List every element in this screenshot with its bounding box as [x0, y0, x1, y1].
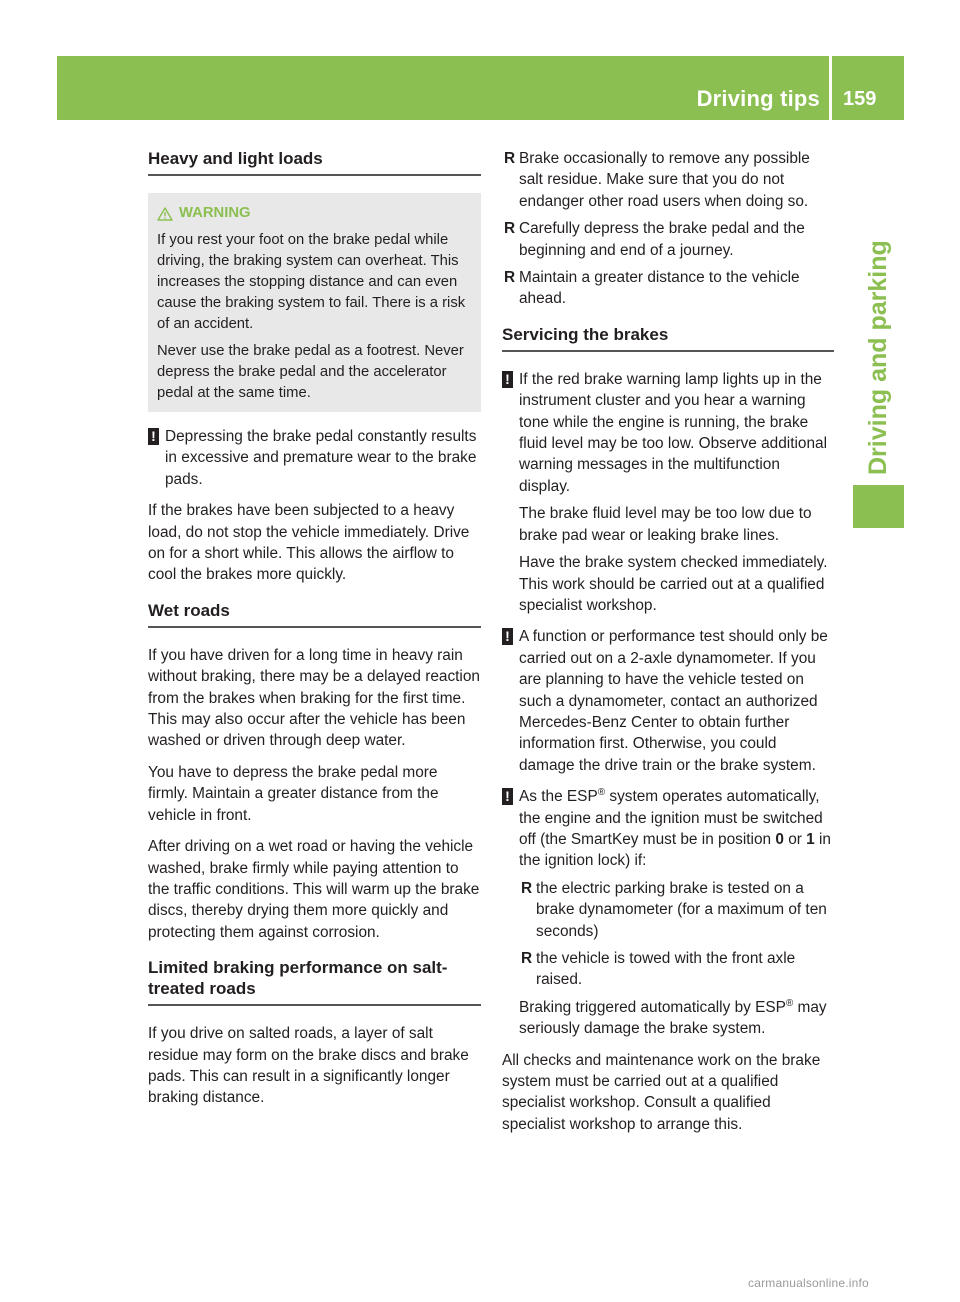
note-brake-fluid: ! If the red brake warning lamp lights up in the instrument cluster and you hear a warning tone while the engine is running, the brake fluid level may be too low. Observe additional warning messages in the multifunction display. The brake fluid level may be too low due to brake pad wear or leaking brake lines. Have the brake system checked immediately. This work should be carried out at a qualified specialist workshop. — [502, 369, 834, 616]
warning-text-2: Never use the brake pedal as a footrest. Never depress the brake pedal and the accelerator pedal at the same time. — [157, 343, 464, 401]
note-esp: ! As the ESP® system operates automatically, the engine and the ignition must be switched off (the SmartKey must be in position 0 or 1 in the ignition lock) if: R the electric parking brake is tested on a brake dynamometer (for a maximum of ten seconds) R the vehicle is towed with the front axle raised. Braking triggered automatically by ESP® may seriously damage the brake system. — [502, 786, 834, 1039]
exclamation-icon: ! — [502, 628, 513, 645]
heading-heavy-light-loads: Heavy and light loads — [148, 148, 481, 176]
exclamation-icon: ! — [502, 371, 513, 388]
warning-triangle-icon — [157, 207, 173, 221]
heading-servicing-brakes: Servicing the brakes — [502, 324, 834, 352]
note-dynamometer: ! A function or performance test should only be carried out on a 2-axle dynamometer. If you are planning to have the vehicle tested on such a dynamometer, contact an authorized Mercedes-Benz Center to obtain further information first. Otherwise, you could damage the drive train or the brake system. — [502, 626, 834, 776]
side-tab-marker — [853, 485, 904, 528]
left-column — [148, 148, 481, 1119]
list-item: R Brake occasionally to remove any possible salt residue. Make sure that you do not endanger other road users when doing so. — [504, 150, 810, 210]
header-divider — [829, 56, 832, 120]
heading-salt-roads: Limited braking performance on salt-treated roads — [148, 957, 481, 1006]
bullet-marker: R — [504, 269, 516, 287]
warning-box — [148, 193, 481, 412]
header-section-title: Driving tips — [696, 86, 820, 111]
list-item: R Maintain a greater distance to the vehicle ahead. — [504, 269, 800, 308]
bullet-marker: R — [504, 220, 516, 238]
paragraph-wet-2: You have to depress the brake pedal more firmly. Maintain a greater distance from the vehicle in front. — [148, 763, 439, 824]
note-text: Depressing the brake pedal constantly results in excessive and premature wear to the brake pads. — [165, 428, 477, 488]
paragraph-wet-3: After driving on a wet road or having the vehicle washed, brake firmly while paying attention to the traffic conditions. This will warm up the brake discs, thereby drying them more quickly and protecting them against corrosion. — [148, 838, 480, 941]
side-tab-label: Driving and parking — [864, 240, 892, 475]
warning-title: WARNING — [179, 205, 251, 221]
note-brake-pedal-wear — [148, 426, 481, 490]
bullet-marker: R — [521, 879, 533, 897]
side-tab — [853, 125, 904, 475]
bullet-marker: R — [504, 150, 516, 167]
paragraph-salt: If you drive on salted roads, a layer of salt residue may form on the brake discs and brake pads. This can result in a significantly longer braking distance. — [148, 1025, 469, 1107]
warning-header — [157, 203, 474, 224]
exclamation-icon: ! — [502, 788, 513, 805]
paragraph-wet-1: If you have driven for a long time in heavy rain without braking, there may be a delayed reaction from the brakes when braking for the first time. This may also occur after the vehicle has been washed or driven through deep water. — [148, 646, 480, 750]
list-item: R Carefully depress the brake pedal and the beginning and end of a journey. — [504, 220, 805, 259]
bullet-marker: R — [521, 950, 533, 967]
list-item: R the electric parking brake is tested on a brake dynamometer (for a maximum of ten seconds) — [521, 879, 827, 940]
exclamation-icon: ! — [148, 428, 159, 445]
paragraph-heavy-load: If the brakes have been subjected to a heavy load, do not stop the vehicle immediately. Drive on for a short while. This allows the airflow to cool the brakes more quickly. — [148, 502, 470, 584]
right-column — [502, 148, 834, 1145]
list-item: R the vehicle is towed with the front axle raised. — [521, 950, 796, 989]
paragraph-checks: All checks and maintenance work on the brake system must be carried out at a qualified specialist workshop. Consult a qualified specialist workshop to arrange this. — [502, 1051, 821, 1133]
warning-text-1: If you rest your foot on the brake pedal while driving, the braking system can overheat. This increases the stopping distance and can even cause the braking system to fail. There is a risk of an accident. — [157, 232, 466, 332]
watermark: carmanualsonline.info — [748, 1276, 869, 1290]
heading-wet-roads: Wet roads — [148, 600, 481, 628]
page-number: 159 — [843, 88, 877, 110]
